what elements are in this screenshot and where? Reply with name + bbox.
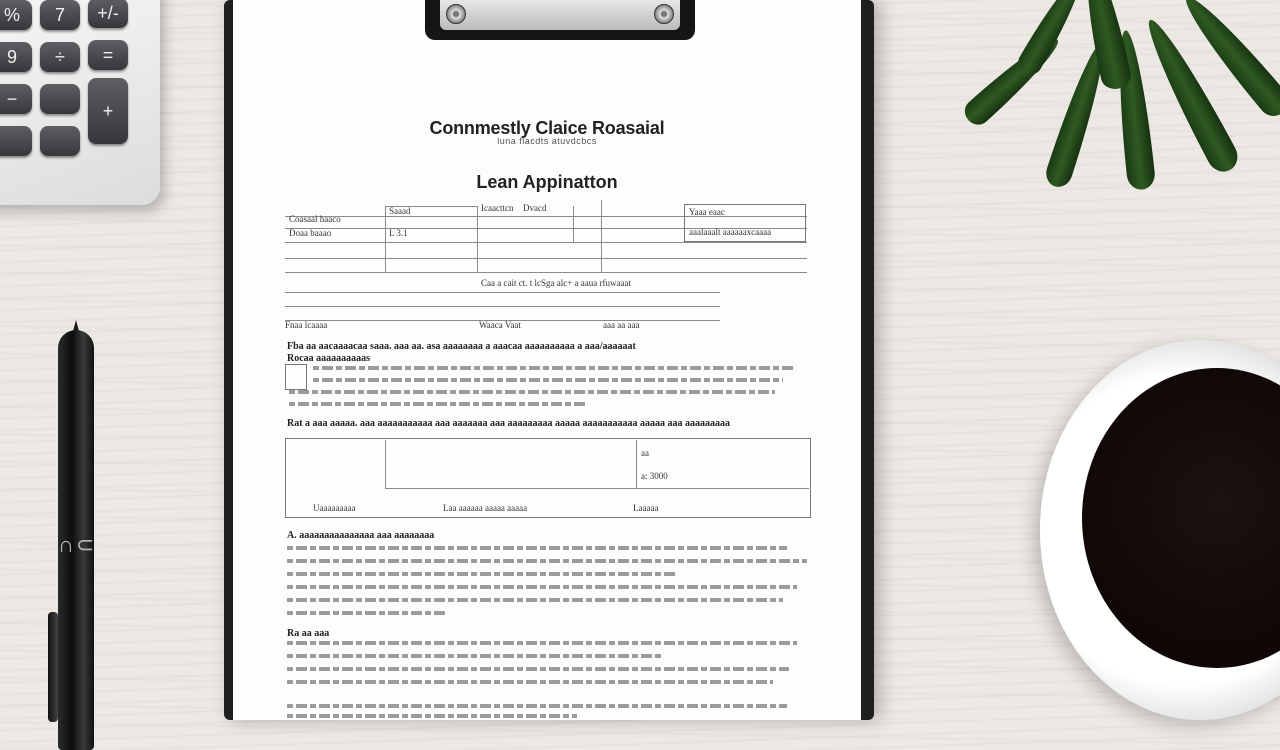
calc-key: % <box>0 0 32 30</box>
loan-application-document <box>233 0 861 720</box>
amount-line: aa <box>641 448 649 458</box>
body-text-line <box>287 654 663 658</box>
amount-label: Laaaaa <box>633 503 659 513</box>
organization-name: Connmestly Claice Roasaial <box>429 118 665 138</box>
calc-key: − <box>0 84 32 114</box>
amount-value: a: 3000 <box>641 471 668 481</box>
table-rule <box>285 306 720 307</box>
table-cell: Doaa baaao <box>289 228 332 238</box>
table-cell: Dvacd <box>523 203 547 213</box>
body-text-line <box>287 572 677 576</box>
footer-label: aaa aa aaa <box>603 320 640 330</box>
table-cell: Saaad <box>389 206 411 216</box>
amount-label: Uaaaaaaaaa <box>313 503 356 513</box>
organization-subtitle: luna flacdts atuvdcbcs <box>497 136 597 146</box>
body-text-line <box>287 641 797 645</box>
row-caption: Caa a cait ct. t lcSga alc+ a aaua rfuwaaat <box>481 278 631 288</box>
table-rule <box>285 242 807 243</box>
body-text-line <box>287 680 773 684</box>
table-divider <box>601 200 602 272</box>
reference-box-top: Yaaa eaac <box>689 207 725 217</box>
calc-key: +/- <box>88 0 128 28</box>
body-text-line <box>289 402 585 406</box>
body-text-line <box>287 546 787 550</box>
document-title: Lean Appinatton <box>476 172 618 192</box>
section-heading: Rat a aaa aaaaa. aaa aaaaaaaaaaa aaa aaaaaaa aaa aaaaaaaaa aaaaa aaaaaaaaaaa aaaaa aaa aaaaaaaaa <box>287 418 731 429</box>
amount-rule <box>385 488 809 489</box>
reference-box <box>684 204 806 242</box>
body-text-line <box>287 559 807 563</box>
amount-label: Laa aaaaaa aaaaa aaaaa <box>443 503 528 513</box>
body-text-line <box>287 598 783 602</box>
calc-key <box>0 126 32 156</box>
checkbox <box>285 364 307 390</box>
body-text-line <box>313 366 793 370</box>
calc-key: 7 <box>40 0 80 30</box>
body-text-line <box>287 667 789 671</box>
footer-label: Waaca Vaat <box>479 320 521 330</box>
body-text-line <box>313 378 783 382</box>
amount-box <box>285 438 811 518</box>
section-heading: A. aaaaaaaaaaaaaaa aaa aaaaaaaa <box>287 530 435 541</box>
calc-key <box>40 84 80 114</box>
table-divider <box>573 206 574 242</box>
calc-key: ÷ <box>40 42 80 72</box>
calc-key: = <box>88 40 128 70</box>
amount-divider <box>636 440 637 488</box>
table-cell: L 3.1 <box>389 228 408 238</box>
body-text-line <box>287 585 797 589</box>
table-rule <box>285 272 807 273</box>
pen-marking: ∩⊂ <box>58 532 97 557</box>
calculator <box>0 0 160 205</box>
section-heading: Fba aa aacaaaacaa saaa. aaa aa. asa aaaaaaaa a aaacaa aaaaaaaaaa a aaa/aaaaaat <box>287 341 636 352</box>
body-text-line <box>287 704 787 708</box>
amount-divider <box>385 440 386 488</box>
body-text-line <box>287 611 447 615</box>
table-rule <box>285 258 807 259</box>
table-divider <box>385 206 386 272</box>
table-rule <box>285 292 720 293</box>
calc-key: 9 <box>0 42 32 72</box>
plant-leaf <box>1014 0 1090 79</box>
section-subheading: Rocaa aaaaaaaaaas <box>287 353 371 364</box>
reference-box-bottom: aaalaaalt aaaaaaxcaaaa <box>689 227 772 237</box>
section-heading: Ra aa aaa <box>287 628 330 639</box>
body-text-line <box>287 714 577 718</box>
pen-clip <box>48 612 58 722</box>
table-divider <box>477 206 478 272</box>
footer-label: Fnaa lcaaaa <box>285 320 328 330</box>
clipboard-clip-plate <box>440 0 680 30</box>
calc-key-plus: + <box>88 78 128 144</box>
body-text-line <box>289 390 775 394</box>
table-cell: Coasaal haaco <box>289 214 341 224</box>
table-cell: Icaacttcn <box>481 203 514 213</box>
clip-screw <box>654 4 674 24</box>
clip-screw <box>446 4 466 24</box>
calc-key <box>40 126 80 156</box>
